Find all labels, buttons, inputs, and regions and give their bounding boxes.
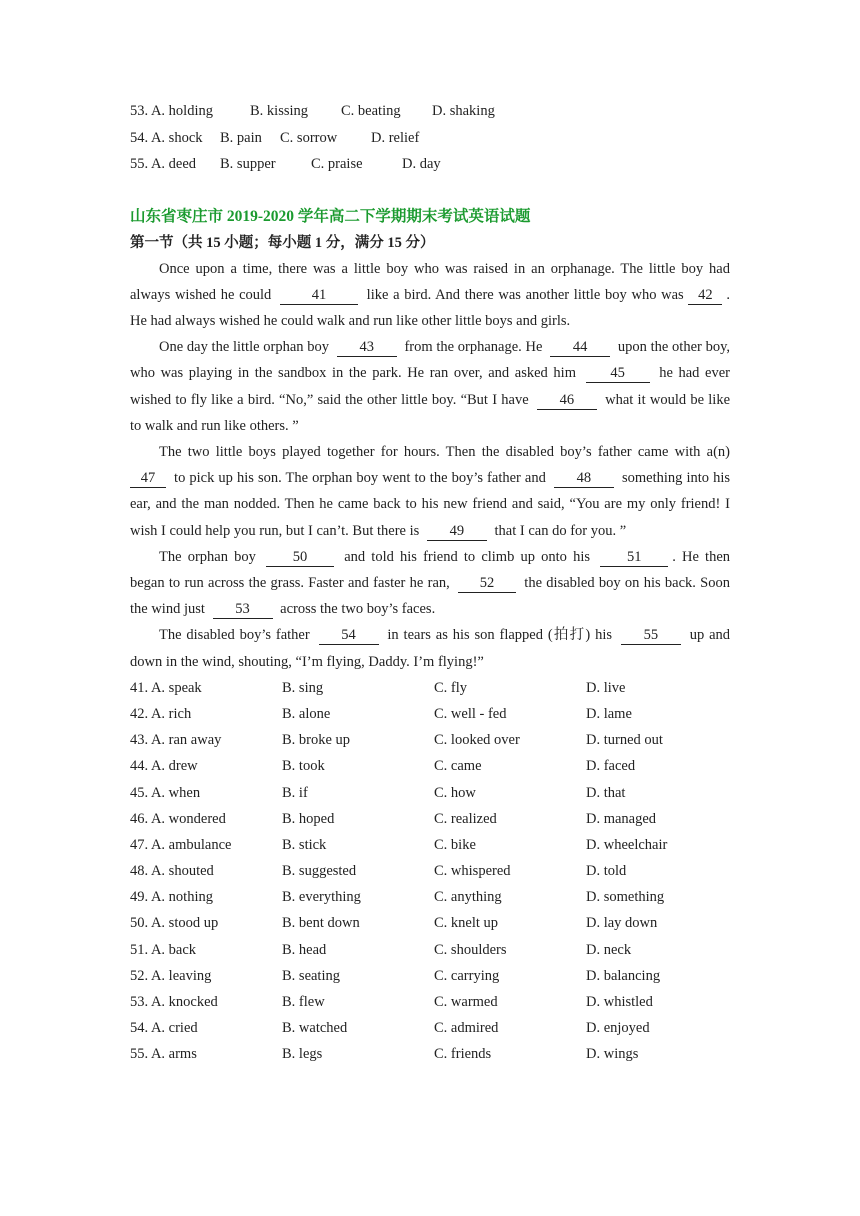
option-text: B. alone [282, 705, 331, 722]
answer-blank: 55 [621, 626, 681, 645]
option-text: 55. A. arms [130, 1046, 197, 1063]
document-page [130, 98, 730, 1068]
option-text: 48. A. shouted [130, 863, 214, 880]
option-text: D. wings [586, 1046, 639, 1063]
option-row [130, 701, 730, 727]
answer-options [130, 675, 730, 1068]
option-text: C. knelt up [434, 915, 499, 932]
exam-title: 山东省枣庄市 2019-2020 学年高二下学期期末考试英语试题 [130, 207, 531, 225]
option-row [130, 727, 730, 753]
option-text: B. head [282, 941, 327, 958]
option-row [130, 989, 730, 1015]
answer-blank: 43 [337, 338, 397, 357]
option-text: D. whistled [586, 994, 653, 1010]
option-text: D. enjoyed [586, 1020, 650, 1037]
option-text: B. flew [282, 994, 325, 1010]
passage-paragraph: The two little boys played together for hours. Then the disabled boy’s father came with a(n) 47 to pick up his son. The orphan boy went to the boy’s father and 48 something into his ear, and the man nodded. Then he came back to his new friend and said, “You are my only friend! I wish I could help you run, but I can’t. But there is 49 that I can do for you. ” [130, 443, 730, 539]
option-text: B. hoped [282, 810, 335, 827]
option-row [130, 963, 730, 989]
option-row [130, 858, 730, 884]
option-text: 47. A. ambulance [130, 836, 232, 853]
option-text: C. realized [434, 810, 497, 827]
option-text: B. bent down [282, 915, 360, 932]
option-text: C. shoulders [434, 941, 507, 958]
option-text: D. day [402, 156, 441, 172]
answer-blank: 51 [600, 548, 668, 567]
option-row [130, 937, 730, 963]
option-text: B. stick [282, 836, 327, 853]
option-text: B. if [282, 784, 308, 801]
option-row [130, 806, 730, 832]
option-row [130, 675, 730, 701]
option-row [130, 832, 730, 858]
option-text: B. sing [282, 679, 324, 696]
passage-paragraph: The disabled boy’s father 54 in tears as his son flapped (拍打) his 55 up and down in the wind, shouting, “I’m flying, Daddy. I’m flying!” [130, 627, 731, 670]
cloze-passage [130, 256, 730, 675]
option-text: 41. A. speak [130, 679, 202, 696]
option-text: B. broke up [282, 732, 351, 749]
answer-blank: 49 [427, 522, 487, 541]
option-text: B. watched [282, 1020, 348, 1037]
option-text: C. came [434, 758, 482, 775]
answer-blank: 44 [550, 338, 610, 357]
answer-blank: 53 [213, 600, 273, 619]
answer-blank: 45 [586, 364, 650, 383]
option-text: C. well - fed [434, 705, 507, 722]
answer-blank: 52 [458, 574, 516, 593]
option-row [130, 884, 730, 910]
passage-paragraph: One day the little orphan boy 43 from the orphanage. He 44 upon the other boy, who was playing in the sandbox in the park. He ran over, and asked him 45 he had ever wished to fly like a bird. “No,” said the other little boy. “But I have 46 what it would be like to walk and run like others. ” [130, 339, 731, 434]
option-text: C. sorrow [280, 129, 338, 146]
option-text: D. faced [586, 758, 636, 775]
answer-blank: 42 [688, 286, 722, 305]
section-heading: 第一节（共 15 小题；每小题 1 分，满分 15 分） [130, 234, 435, 251]
option-text: C. anything [434, 889, 502, 906]
option-text: 51. A. back [130, 941, 197, 958]
option-text: D. that [586, 784, 626, 801]
option-text: 43. A. ran away [130, 732, 222, 749]
option-row [130, 1041, 730, 1067]
answer-blank: 41 [280, 286, 358, 305]
option-text: D. managed [586, 810, 657, 827]
answer-blank: 54 [319, 626, 379, 645]
option-text: C. whispered [434, 863, 511, 880]
option-text: B. seating [282, 967, 340, 984]
option-text: B. legs [282, 1046, 323, 1063]
option-text: 42. A. rich [130, 705, 192, 722]
passage-paragraph: Once upon a time, there was a little boy who was raised in an orphanage. The little boy had always wished he could 41 like a bird. And there was another little boy who was 42 . He had always wished he could walk and run like other little boys and girls. [130, 260, 730, 329]
answer-blank: 48 [554, 469, 614, 488]
option-text: 46. A. wondered [130, 810, 226, 827]
passage-paragraph: The orphan boy 50 and told his friend to climb up onto his 51 . He then began to run across the grass. Faster and faster he ran, 52 the disabled boy on his back. Soon the wind just 53 across the two boy’s faces. [130, 548, 731, 618]
option-text: B. kissing [250, 103, 309, 119]
option-text: D. told [586, 863, 627, 880]
option-text: D. turned out [586, 732, 663, 749]
option-text: 53. A. holding [130, 103, 213, 119]
answer-blank: 46 [537, 391, 597, 410]
option-text: B. pain [220, 129, 262, 146]
option-text: C. beating [341, 103, 401, 119]
option-row [130, 910, 730, 936]
option-row [130, 1015, 730, 1041]
option-text: B. everything [282, 889, 361, 906]
option-text: 50. A. stood up [130, 915, 219, 932]
option-text: B. took [282, 758, 325, 775]
option-text: B. supper [220, 156, 276, 172]
option-text: D. lay down [586, 915, 658, 932]
option-text: D. something [586, 889, 665, 906]
option-text: C. admired [434, 1020, 499, 1037]
previous-question-row [130, 151, 730, 178]
option-text: C. bike [434, 836, 476, 853]
answer-blank: 50 [266, 548, 334, 567]
option-text: C. how [434, 784, 476, 801]
option-text: D. shaking [432, 103, 495, 119]
option-text: 53. A. knocked [130, 994, 218, 1010]
option-text: D. wheelchair [586, 836, 668, 853]
option-text: D. neck [586, 941, 632, 958]
option-text: C. praise [311, 156, 363, 172]
previous-question-list [130, 98, 730, 178]
option-text: D. balancing [586, 967, 661, 984]
option-text: C. friends [434, 1046, 492, 1063]
option-text: 54. A. shock [130, 129, 203, 146]
option-text: D. relief [371, 129, 420, 146]
option-text: B. suggested [282, 863, 357, 880]
option-text: 55. A. deed [130, 156, 197, 172]
option-text: C. carrying [434, 967, 500, 984]
option-text: C. warmed [434, 994, 498, 1010]
previous-question-row [130, 98, 730, 125]
option-text: 54. A. cried [130, 1020, 198, 1037]
option-row [130, 753, 730, 779]
option-text: 49. A. nothing [130, 889, 213, 906]
option-text: C. looked over [434, 732, 520, 749]
option-text: 45. A. when [130, 784, 201, 801]
answer-blank: 47 [130, 469, 166, 488]
previous-question-row [130, 125, 730, 152]
option-text: D. live [586, 679, 626, 696]
option-text: D. lame [586, 705, 632, 722]
option-text: 52. A. leaving [130, 967, 212, 984]
option-text: 44. A. drew [130, 758, 198, 775]
option-row [130, 780, 730, 806]
option-text: C. fly [434, 679, 468, 696]
